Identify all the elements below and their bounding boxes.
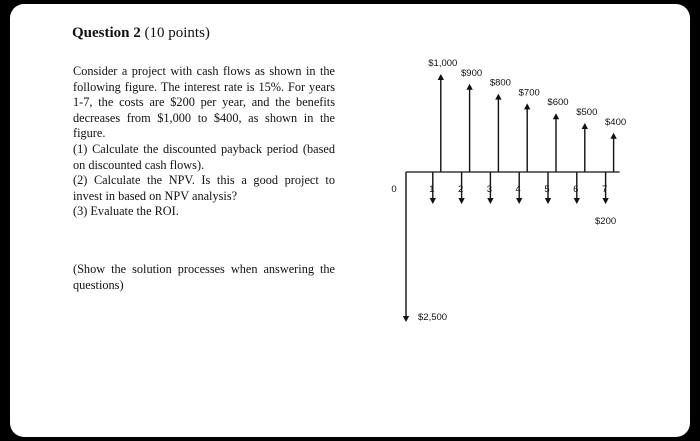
benefit-arrow-year-7-head xyxy=(610,133,616,139)
benefit-label-year-4: $700 xyxy=(518,87,540,99)
year-label-7: 7 xyxy=(601,184,608,195)
benefit-arrow-year-1-head xyxy=(438,74,444,80)
cost-arrow-year-2-head xyxy=(458,198,464,204)
year-label-3: 3 xyxy=(486,184,493,195)
question-part-1: (1) Calculate the discounted payback period (based on discounted cash flows). xyxy=(73,141,335,172)
year-label-6: 6 xyxy=(573,184,579,195)
question-note: (Show the solution processes when answering the questions) xyxy=(73,262,335,292)
initial-cost-label: $2,500 xyxy=(418,312,448,323)
question-points: (10 points) xyxy=(144,25,210,41)
benefit-label-year-6: $500 xyxy=(576,107,598,118)
cost-arrow-year-6-head xyxy=(574,198,580,204)
benefit-arrow-year-6-head xyxy=(582,123,588,129)
cost-arrow-year-4-head xyxy=(516,198,522,204)
year-label-1: 1 xyxy=(429,184,435,195)
cost-arrow-year-1-head xyxy=(430,198,436,204)
year-label-4: 4 xyxy=(515,184,521,195)
cash-flow-diagram xyxy=(10,4,690,437)
benefit-arrow-year-5-head xyxy=(553,113,559,119)
benefit-label-year-1: $1,000 xyxy=(428,58,458,69)
cost-arrow-year-3-head xyxy=(487,198,493,204)
year-label-2: 2 xyxy=(457,184,464,195)
question-number: Question 2 xyxy=(72,25,141,41)
cost-arrow-year-7-head xyxy=(602,198,608,204)
benefit-arrow-year-2-head xyxy=(466,84,472,90)
year-label-5: 5 xyxy=(544,184,550,195)
benefit-label-year-3: $800 xyxy=(489,77,511,89)
benefit-arrow-year-3-head xyxy=(495,94,501,100)
cost-arrow-year-5-head xyxy=(545,198,551,204)
question-paragraph: Consider a project with cash flows as shown in the following figure. The interest rate is 15%. For years 1-7, the costs are $200 per year, and the benefits decreases from $1,000 to $400, as shown in the figure. xyxy=(73,64,335,141)
benefit-label-year-7: $400 xyxy=(605,116,627,128)
benefit-label-year-5: $600 xyxy=(547,97,569,109)
benefit-arrow-year-4-head xyxy=(524,103,530,109)
benefit-label-year-2: $900 xyxy=(461,67,483,79)
document-page xyxy=(10,4,690,437)
question-part-3: (3) Evaluate the ROI. xyxy=(73,204,179,219)
initial-cost-arrow-head xyxy=(403,316,409,322)
year-label-0: 0 xyxy=(391,184,397,195)
question-part-2: (2) Calculate the NPV. Is this a good project to invest in based on NPV analysis? xyxy=(73,173,335,203)
annual-cost-label: $200 xyxy=(595,216,617,227)
